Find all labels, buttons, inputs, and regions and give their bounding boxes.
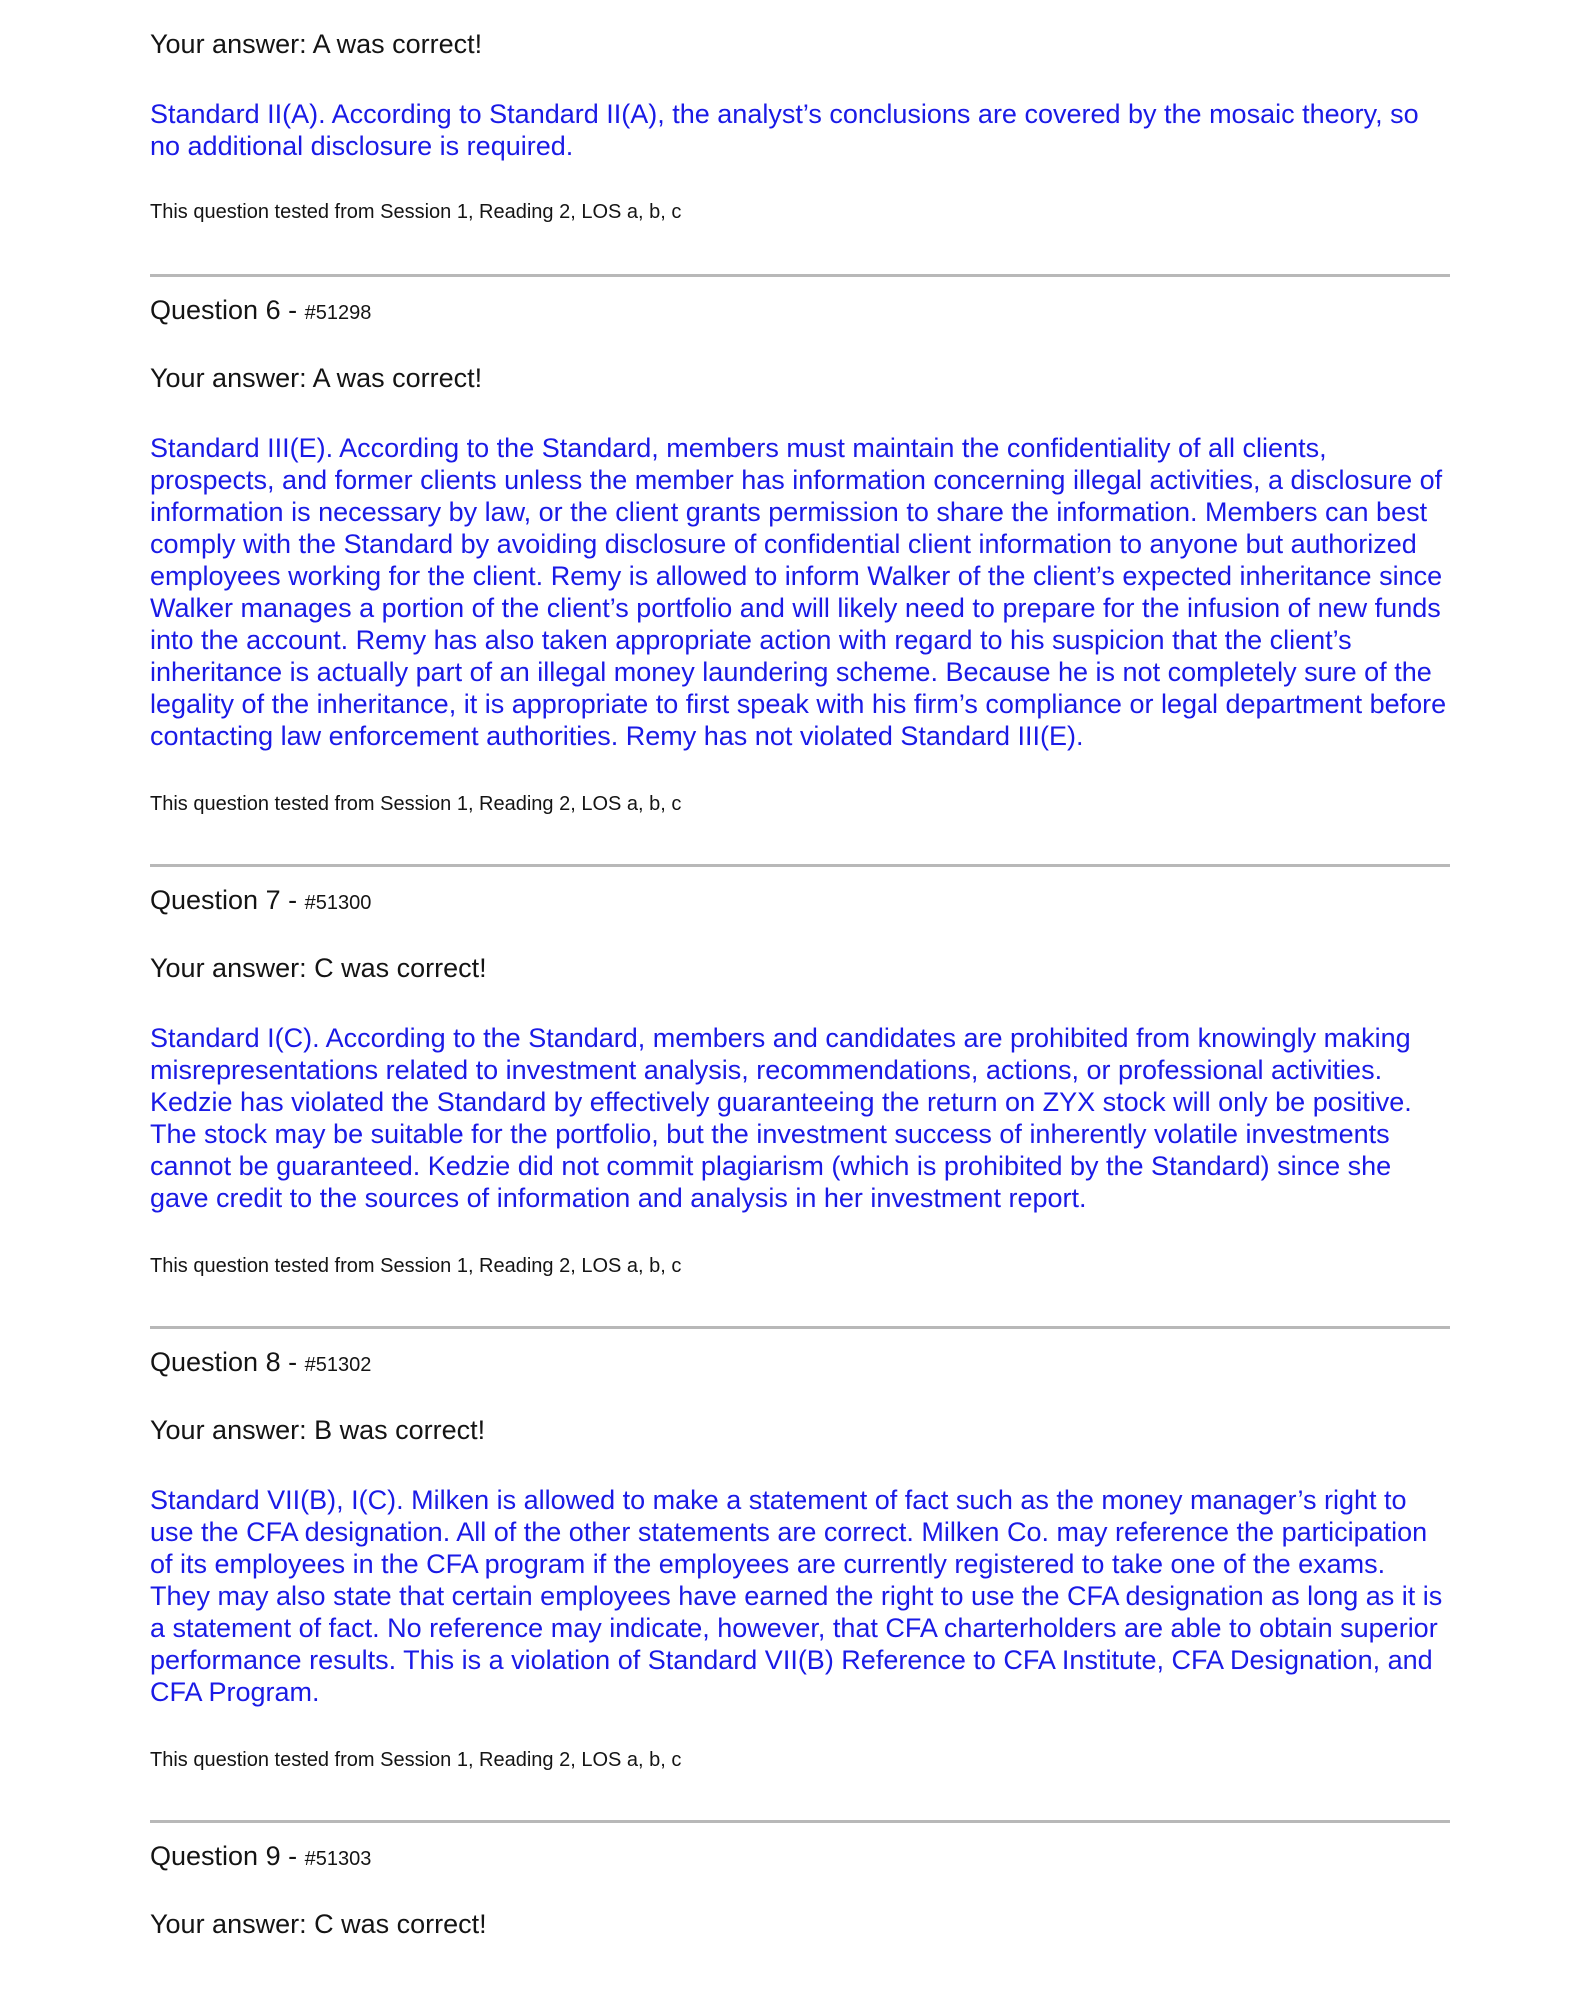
tested-info: This question tested from Session 1, Reading 2, LOS a, b, c — [150, 793, 682, 815]
tested-info: This question tested from Session 1, Reading 2, LOS a, b, c — [150, 1749, 682, 1771]
answer-explanation: Standard I(C). According to the Standard, members and candidates are prohibited from knowingly making misrepresentations related to investment analysis, recommendations, actions, or professional activities. Kedzie has violated the Standard by effectively guaranteeing the return on ZYX stock will only be positive. The stock may be suitable for the portfolio, but the investment success of inherently volatile investments cannot be guaranteed. Kedzie did not commit plagiarism (which is prohibited by the Standard) since she gave credit to the sources of information and analysis in her investment report. — [150, 1023, 1412, 1213]
answer-result: Your answer: A was correct! — [150, 363, 483, 393]
question-title: Question 8 - — [150, 1347, 305, 1377]
answer-result: Your answer: C was correct! — [150, 953, 487, 983]
question-heading — [150, 1840, 1450, 1875]
question-heading — [150, 884, 1450, 919]
question-id: #51303 — [304, 1848, 372, 1870]
answer-explanation: Standard II(A). According to Standard II(A), the analyst’s conclusions are covered by the mosaic theory, so no additional disclosure is required. — [150, 99, 1419, 161]
tested-info: This question tested from Session 1, Reading 2, LOS a, b, c — [150, 201, 682, 223]
question-title: Question 9 - — [150, 1841, 305, 1871]
section-divider — [150, 864, 1450, 867]
section-divider — [150, 1326, 1450, 1329]
answer-result: Your answer: B was correct! — [150, 1415, 486, 1445]
answer-explanation: Standard III(E). According to the Standard, members must maintain the confidentiality of all clients, prospects, and former clients unless the member has information concerning illegal activities, a disclosure of information is necessary by law, or the client grants permission to share the information. Members can best comply with the Standard by avoiding disclosure of confidential client information to anyone but authorized employees working for the client. Remy is allowed to inform Walker of the client’s expected inheritance since Walker manages a portion of the client’s portfolio and will likely need to prepare for the infusion of new funds into the account. Remy has also taken appropriate action with regard to his suspicion that the client’s inheritance is actually part of an illegal money laundering scheme. Because he is not completely sure of the legality of the inheritance, it is appropriate to first speak with his firm’s compliance or legal department before contacting law enforcement authorities. Remy has not violated Standard III(E). — [150, 433, 1447, 751]
section-divider — [150, 1820, 1450, 1823]
question-id: #51298 — [304, 302, 372, 324]
answer-explanation: Standard VII(B), I(C). Milken is allowed to make a statement of fact such as the money manager’s right to use the CFA designation. All of the other statements are correct. Milken Co. may reference the participation of its employees in the CFA program if the employees are currently registered to take one of the exams. They may also state that certain employees have earned the right to use the CFA designation as long as it is a statement of fact. No reference may indicate, however, that CFA charterholders are able to obtain superior performance results. This is a violation of Standard VII(B) Reference to CFA Institute, CFA Designation, and CFA Program. — [150, 1485, 1443, 1707]
section-divider — [150, 274, 1450, 277]
question-heading — [150, 294, 1450, 329]
tested-info: This question tested from Session 1, Reading 2, LOS a, b, c — [150, 1255, 682, 1277]
question-title: Question 7 - — [150, 885, 305, 915]
answer-result: Your answer: C was correct! — [150, 1909, 487, 1939]
question-heading — [150, 1346, 1450, 1381]
question-id: #51300 — [304, 892, 372, 914]
answer-result: Your answer: A was correct! — [150, 29, 483, 59]
question-title: Question 6 - — [150, 295, 305, 325]
question-id: #51302 — [304, 1354, 372, 1376]
